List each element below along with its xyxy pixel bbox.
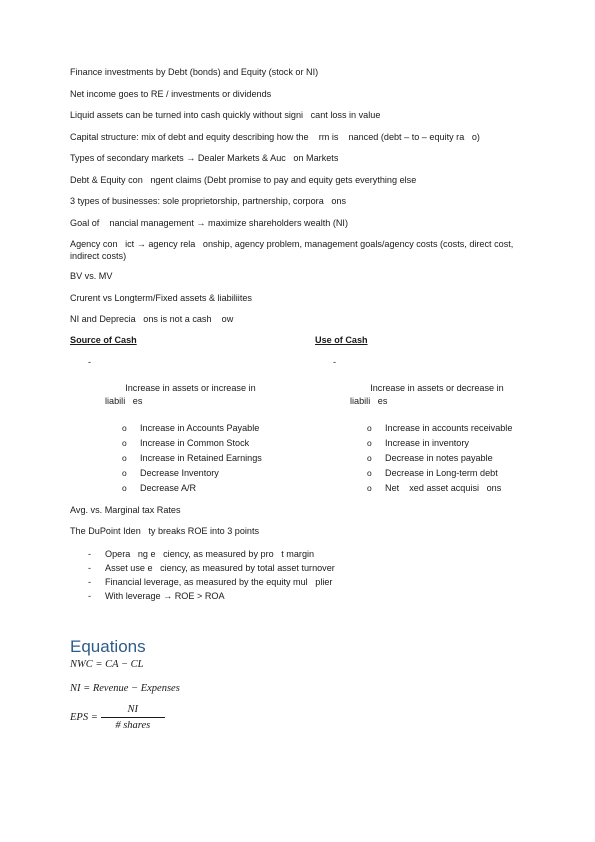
paragraph-depreciation: NI and Deprecia ons is not a cash ow — [70, 314, 234, 324]
list-item-text: Decrease in notes payable — [385, 452, 493, 463]
paragraph-bv-mv: BV vs. MV — [70, 271, 113, 281]
list-item — [70, 436, 315, 451]
source-of-cash-list — [70, 421, 315, 496]
list-item-text: Increase in Common Stock — [140, 437, 250, 448]
bullet-marker: o — [122, 452, 127, 463]
list-item-text: With leverage → ROE > ROA — [105, 590, 225, 601]
paragraph-net-income: Net income goes to RE / investments or dividends — [70, 88, 272, 99]
bullet-marker: o — [122, 422, 127, 433]
equation-eps — [70, 703, 530, 732]
use-of-cash-heading: Use of Cash — [315, 334, 368, 345]
paragraph-business-types: 3 types of businesses: sole proprietorship, partnership, corpora ons — [70, 196, 346, 206]
equation-nwc: NWC = CA − CL — [70, 658, 144, 670]
list-item — [315, 451, 530, 466]
use-of-cash-main — [315, 356, 530, 421]
source-of-cash-main-text: Increase in assets or increase in liabili es — [105, 382, 256, 406]
use-of-cash-list — [315, 421, 530, 496]
use-of-cash-main-text: Increase in assets or decrease in liabili es — [350, 382, 504, 406]
list-item-text: Increase in accounts receivable — [385, 422, 513, 433]
list-item-text: Decrease in Long-term debt — [385, 467, 498, 478]
list-item-text: Opera ng e ciency, as measured by pro t margin — [105, 548, 315, 559]
equations-heading: Equations — [70, 636, 146, 656]
bullet-marker: o — [367, 437, 372, 448]
paragraph-financing: Finance investments by Debt (bonds) and Equity (stock or NI) — [70, 67, 319, 77]
list-item — [315, 421, 530, 436]
bullet-marker: o — [122, 482, 127, 493]
paragraph-secondary-markets: Types of secondary markets → Dealer Markets & Auc on Markets — [70, 153, 339, 163]
eps-denominator: # shares — [115, 719, 151, 731]
paragraph-liquid-assets: Liquid assets can be turned into cash quickly without signi cant loss in value — [70, 110, 381, 120]
list-item — [315, 466, 530, 481]
list-item-text: Increase in Accounts Payable — [140, 422, 260, 433]
list-item — [70, 547, 530, 561]
paragraph-tax-rates: Avg. vs. Marginal tax Rates — [70, 504, 181, 515]
list-item — [70, 575, 530, 589]
list-item — [70, 451, 315, 466]
paragraph-contingent-claims: Debt & Equity con ngent claims (Debt promise to pay and equity gets everything else — [70, 174, 417, 185]
list-item — [70, 589, 530, 603]
list-item-text: Decrease Inventory — [140, 467, 219, 478]
dash-marker: - — [88, 576, 92, 587]
list-item — [70, 421, 315, 436]
dash-marker: - — [88, 562, 92, 573]
eps-lhs: EPS = — [70, 711, 98, 723]
dupont-list — [70, 547, 530, 603]
bullet-marker: o — [367, 482, 372, 493]
list-item — [70, 481, 315, 496]
bullet-marker: o — [367, 467, 372, 478]
list-item — [315, 436, 530, 451]
list-item-text: Financial leverage, as measured by the equity mul plier — [105, 576, 333, 587]
list-item-text: Increase in inventory — [385, 437, 469, 448]
use-of-cash-column — [315, 334, 530, 496]
list-item — [70, 466, 315, 481]
paragraph-capital-structure: Capital structure: mix of debt and equity describing how the rm is nanced (debt – to – equity ra o) — [70, 131, 480, 142]
bullet-marker: o — [367, 452, 372, 463]
bullet-marker: o — [122, 467, 127, 478]
source-of-cash-column — [70, 334, 315, 496]
paragraph-agency-conflict: Agency con ict → agency rela onship, agency problem, management goals/agency costs (costs, direct cost, indirect costs) — [70, 239, 516, 261]
list-item-text: Asset use e ciency, as measured by total asset turnover — [105, 562, 335, 573]
paragraph-current-longterm: Crurent vs Longterm/Fixed assets & liabiliites — [70, 292, 252, 303]
source-of-cash-heading: Source of Cash — [70, 334, 137, 345]
bullet-marker: o — [122, 437, 127, 448]
dash-marker: - — [88, 356, 92, 367]
eps-numerator: NI — [101, 703, 165, 718]
paragraph-dupont: The DuPoint Iden ty breaks ROE into 3 points — [70, 526, 260, 536]
list-item-text: Net xed asset acquisi ons — [385, 482, 502, 493]
equation-net-income: NI = Revenue − Expenses — [70, 682, 180, 694]
dash-marker: - — [88, 548, 92, 559]
dash-marker: - — [88, 590, 92, 601]
bullet-marker: o — [367, 422, 372, 433]
list-item — [70, 561, 530, 575]
cash-columns — [70, 334, 530, 496]
eps-fraction — [101, 703, 165, 732]
list-item-text: Decrease A/R — [140, 482, 197, 493]
document-page — [70, 66, 530, 732]
source-of-cash-main — [70, 356, 315, 421]
list-item — [315, 481, 530, 496]
list-item-text: Increase in Retained Earnings — [140, 452, 262, 463]
paragraph-goal: Goal of nancial management → maximize shareholders wealth (NI) — [70, 217, 348, 228]
dash-marker: - — [333, 356, 337, 367]
